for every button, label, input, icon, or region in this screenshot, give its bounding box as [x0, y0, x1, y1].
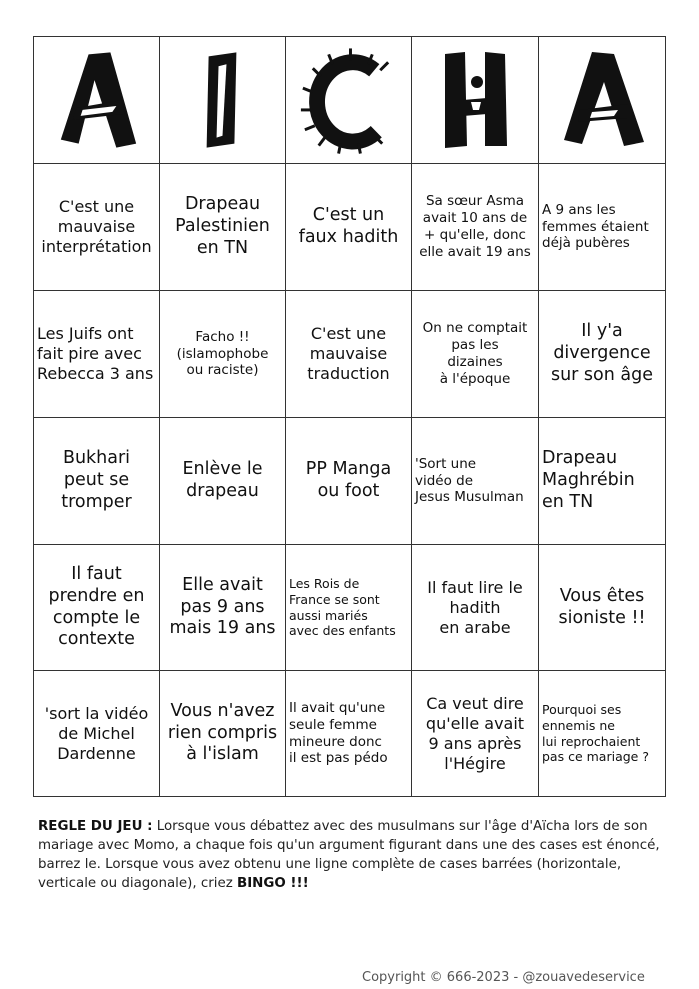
- bingo-cell-1-3[interactable]: [286, 164, 412, 291]
- cell-text: Les Juifs ont fait pire avec Rebecca 3 ans: [37, 324, 154, 383]
- cell-text: Il avait qu'une seule femme mineure donc il est pas pédo: [289, 699, 388, 767]
- bingo-cell-4-1[interactable]: [34, 545, 160, 671]
- cell-text: Il faut lire le hadith en arabe: [427, 577, 523, 637]
- bingo-cell-2-2[interactable]: [160, 291, 286, 418]
- bingo-cell-4-2[interactable]: [160, 545, 286, 671]
- bingo-cell-3-4[interactable]: [412, 418, 539, 545]
- cell-text: 'sort la vidéo de Michel Dardenne: [44, 703, 149, 763]
- bingo-cell-1-1[interactable]: [34, 164, 160, 291]
- cell-text: C'est une mauvaise traduction: [307, 324, 390, 383]
- title-letter-a2: [539, 37, 666, 164]
- cell-text: Enlève le drapeau: [182, 459, 263, 501]
- letter-h-glyph: [415, 40, 535, 160]
- cell-text: Drapeau Palestinien en TN: [175, 194, 270, 258]
- bingo-cell-5-5[interactable]: [539, 671, 666, 797]
- bingo-cell-1-4[interactable]: [412, 164, 539, 291]
- cell-text: Ca veut dire qu'elle avait 9 ans après l'Hégire: [425, 693, 525, 773]
- cell-text: Il y'a divergence sur son âge: [550, 321, 654, 385]
- letter-c-glyph: [289, 40, 408, 160]
- title-letter-i: [160, 37, 286, 164]
- cell-text: Il faut prendre en compte le contexte: [48, 563, 145, 650]
- cell-text: Bukhari peut se tromper: [61, 448, 132, 512]
- bingo-cell-3-5[interactable]: [539, 418, 666, 545]
- cell-text: C'est un faux hadith: [298, 205, 399, 247]
- bingo-cell-3-1[interactable]: [34, 418, 160, 545]
- title-letter-c: [286, 37, 412, 164]
- cell-text: Pourquoi ses ennemis ne lui reprochaient pas ce mariage ?: [542, 702, 649, 765]
- cell-text: Vous êtes sioniste !!: [558, 585, 646, 628]
- cell-text: Drapeau Maghrébin en TN: [542, 448, 635, 512]
- bingo-cell-3-2[interactable]: [160, 418, 286, 545]
- bingo-grid: [33, 36, 666, 797]
- rules-bingo: BINGO !!!: [236, 876, 309, 892]
- rules-heading: REGLE DU JEU :: [38, 819, 153, 834]
- bingo-cell-2-3[interactable]: [286, 291, 412, 418]
- letter-a2-glyph: [542, 40, 662, 160]
- cell-text: C'est une mauvaise interprétation: [41, 197, 152, 256]
- title-letter-a: [34, 37, 160, 164]
- bingo-cell-5-4[interactable]: [412, 671, 539, 797]
- bingo-cell-4-5[interactable]: [539, 545, 666, 671]
- rules-text: Lorsque vous débattez avec des musulmans sur l'âge d'Aïcha lors de son mariage avec Momo, a chaque fois qu'un argument figurant dans une des cases est énoncé, barrez le. Lorsque vous avez obtenu une ligne complète de cases barrées (horizontale, verticale ou diagonale), criez: [38, 819, 660, 892]
- bingo-cell-4-4[interactable]: [412, 545, 539, 671]
- letter-i-glyph: [163, 40, 282, 160]
- bingo-cell-5-2[interactable]: [160, 671, 286, 797]
- bingo-cell-2-1[interactable]: [34, 291, 160, 418]
- cell-text: A 9 ans les femmes étaient déjà pubères: [542, 201, 649, 252]
- cell-text: PP Manga ou foot: [305, 459, 392, 501]
- cell-text: Les Rois de France se sont aussi mariés avec des enfants: [289, 576, 396, 639]
- cell-text: Sa sœur Asma avait 10 ans de + qu'elle, donc elle avait 19 ans: [419, 193, 531, 260]
- bingo-cell-3-3[interactable]: [286, 418, 412, 545]
- bingo-cell-5-3[interactable]: [286, 671, 412, 797]
- title-letter-h: [412, 37, 539, 164]
- bingo-cell-2-4[interactable]: [412, 291, 539, 418]
- game-rules: [38, 817, 662, 893]
- copyright-text: Copyright © 666-2023 - @zouavedeservice: [362, 970, 645, 985]
- bingo-cell-4-3[interactable]: [286, 545, 412, 671]
- cell-text: Elle avait pas 9 ans mais 19 ans: [169, 574, 276, 639]
- cell-text: Vous n'avez rien compris à l'islam: [167, 700, 278, 765]
- cell-text: 'Sort une vidéo de Jesus Musulman: [415, 455, 524, 506]
- bingo-cell-1-5[interactable]: [539, 164, 666, 291]
- bingo-cell-1-2[interactable]: [160, 164, 286, 291]
- bingo-cell-5-1[interactable]: [34, 671, 160, 797]
- cell-text: On ne comptait pas les dizaines à l'époque: [422, 320, 528, 387]
- bingo-cell-2-5[interactable]: [539, 291, 666, 418]
- letter-a-glyph: [37, 40, 156, 160]
- cell-text: Facho !! (islamophobe ou raciste): [176, 328, 269, 379]
